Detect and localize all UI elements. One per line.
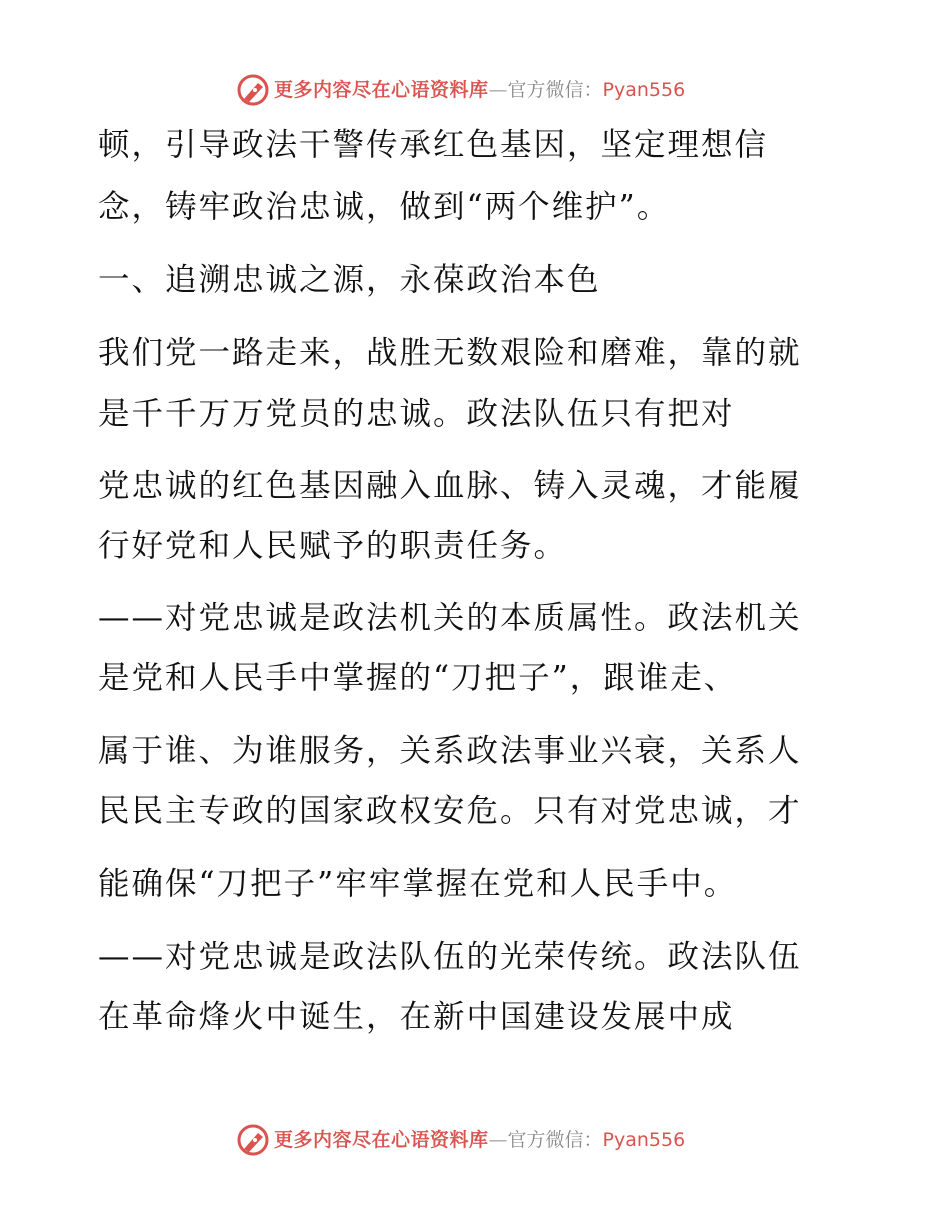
body-line: 顿，引导政法干警传承红色基因，坚定理想信	[98, 127, 769, 163]
header-watermark	[0, 70, 950, 110]
watermark-dash: —	[488, 79, 508, 101]
body-line: 念，铸牢政治忠诚，做到“两个维护”。	[98, 189, 671, 225]
watermark-wechat-id: Pyan556	[602, 1129, 686, 1151]
body-line: 行好党和人民赋予的职责任务。	[98, 528, 568, 564]
body-line: 是党和人民手中掌握的“刀把子”，跟谁走、	[98, 660, 738, 696]
body-line: 我们党一路走来，战胜无数艰险和磨难，靠的就	[98, 335, 802, 371]
body-line: 是千千万万党员的忠诚。政法队伍只有把对	[98, 396, 735, 432]
body-line: 能确保“刀把子”牢牢掌握在党和人民手中。	[98, 866, 738, 902]
watermark-dash: —	[488, 1129, 508, 1151]
body-line: 民民主专政的国家政权安危。只有对党忠诚，才	[98, 793, 802, 829]
watermark-label: 官方微信：	[507, 79, 603, 101]
watermark-brand: 更多内容尽在心语资料库	[274, 79, 489, 101]
body-line: 属于谁、为谁服务，关系政法事业兴衰，关系人	[98, 733, 802, 769]
pen-nib-logo-icon	[236, 1123, 270, 1157]
section-heading: 一、追溯忠诚之源，永葆政治本色	[98, 262, 601, 298]
footer-watermark	[0, 1120, 950, 1160]
watermark-wechat-id: Pyan556	[602, 79, 686, 101]
body-line: ——对党忠诚是政法机关的本质属性。政法机关	[98, 600, 802, 636]
watermark-label: 官方微信：	[507, 1129, 603, 1151]
body-line: 党忠诚的红色基因融入血脉、铸入灵魂，才能履	[98, 468, 802, 504]
pen-nib-logo-icon	[236, 73, 270, 107]
watermark-brand: 更多内容尽在心语资料库	[274, 1129, 489, 1151]
body-line: 在革命烽火中诞生，在新中国建设发展中成	[98, 999, 735, 1035]
body-line: ——对党忠诚是政法队伍的光荣传统。政法队伍	[98, 939, 802, 975]
